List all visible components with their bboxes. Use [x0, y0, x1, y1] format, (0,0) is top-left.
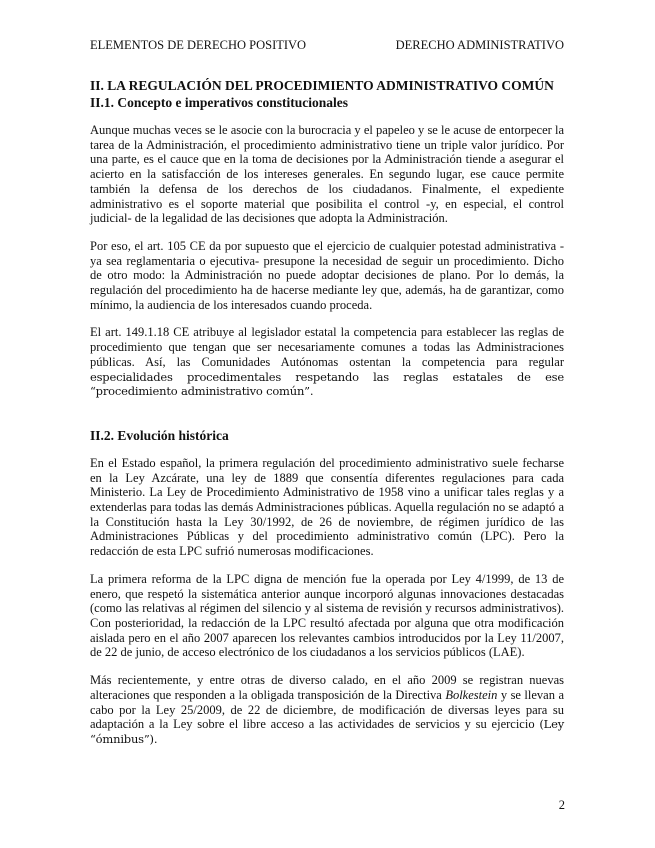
subsection-heading-concepto: II.1. Concepto e imperativos constitucionales	[90, 95, 348, 110]
header-right-title: DERECHO ADMINISTRATIVO	[395, 38, 564, 52]
document-body	[90, 77, 564, 760]
page-number: 2	[558, 798, 565, 812]
subsection-heading-evolucion: II.2. Evolución histórica	[90, 427, 229, 443]
section-heading: II. LA REGULACIÓN DEL PROCEDIMIENTO ADMINISTRATIVO COMÚN	[90, 78, 554, 93]
paragraph-2: Por eso, el art. 105 CE da por supuesto que el ejercicio de cualquier potestad administrativa -ya sea reglamentaria o ejecutiva- presupone la necesidad de seguir un procedimiento. Dicho de otro modo: la Administración no puede adoptar decisiones de plano. Por lo demás, la regulación del procedimiento ha de hacerse mediante ley que, además, ha de garantizar, como mínimo, la audiencia de los interesados cuando proceda.	[90, 238, 564, 312]
paragraph-6-text-alt-font: (Ley “ómnibus”).	[90, 717, 564, 746]
paragraph-6	[90, 673, 564, 747]
running-header	[90, 38, 564, 54]
header-left-title: ELEMENTOS DE DERECHO POSITIVO	[90, 38, 307, 52]
directive-name: Bolkestein	[445, 687, 498, 702]
paragraph-1: Aunque muchas veces se le asocie con la burocracia y el papeleo y se le acuse de entorpecer la tarea de la Administración, el procedimiento administrativo tiene un triple valor jurídico. Por una parte, es el cauce que en la toma de decisiones por la Administración tiende a asegurar el acierto en la satisfacción de los intereses generales. En segundo lugar, ese cauce permite también la defensa de los derechos de los ciudadanos. Finalmente, el expediente administrativo es el soporte material que posibilita el control -y, en especial, el control judicial- de la legalidad de las decisiones que adopta la Administración.	[90, 123, 564, 226]
paragraph-3	[90, 325, 564, 399]
paragraph-3-text: El art. 149.1.18 CE atribuye al legislador estatal la competencia para establecer las reglas de procedimiento que tengan que ser necesariamente comunes a todas las Administraciones públicas. Así, las Comunidades Autónomas ostentan la competencia para regular	[90, 325, 564, 369]
paragraph-6-text-cont: y se llevan a cabo por la Ley 25/2009, de 22 de diciembre, de modificación de diversas leyes para su adaptación a la Ley sobre el libre acceso a las actividades de servicios y su ejercicio	[90, 687, 564, 732]
paragraph-6-text: Más recientemente, y entre otras de diverso calado, en el año 2009 se registran nuevas alteraciones que responden a la obligada transposición de la Directiva	[90, 673, 564, 702]
paragraph-5: La primera reforma de la LPC digna de mención fue la operada por Ley 4/1999, de 13 de enero, que respetó la sistemática anterior aunque incorporó algunas innovaciones destacadas (como las relativas al régimen del silencio y al sistema de revisión y recursos administrativos). Con posterioridad, la redacción de la LPC resultó afectada por alguna que otra modificación aislada pero en el año 2007 aparecen los relevantes cambios introducidos por la Ley 11/2007, de 22 de junio, de acceso electrónico de los ciudadanos a los servicios públicos (LAE).	[90, 571, 564, 660]
paragraph-4: En el Estado español, la primera regulación del procedimiento administrativo suele fecharse en la Ley Azcárate, una ley de 1889 que consentía diferentes regulaciones para cada Ministerio. La Ley de Procedimiento Administrativo de 1958 vino a unificar tales reglas y a extenderlas para todas las demás Administraciones públicas. Aquella regulación no se adaptó a la Constitución hasta la Ley 30/1992, de 26 de noviembre, de régimen jurídico de las Administraciones Públicas y del procedimiento administrativo común (LPC). Pero la redacción de esta LPC sufrió numerosas modificaciones.	[90, 455, 564, 559]
paragraph-3-text-alt-font: especialidades procedimentales respetando las reglas estatales de ese “procedimiento administrativo común”.	[90, 369, 564, 399]
